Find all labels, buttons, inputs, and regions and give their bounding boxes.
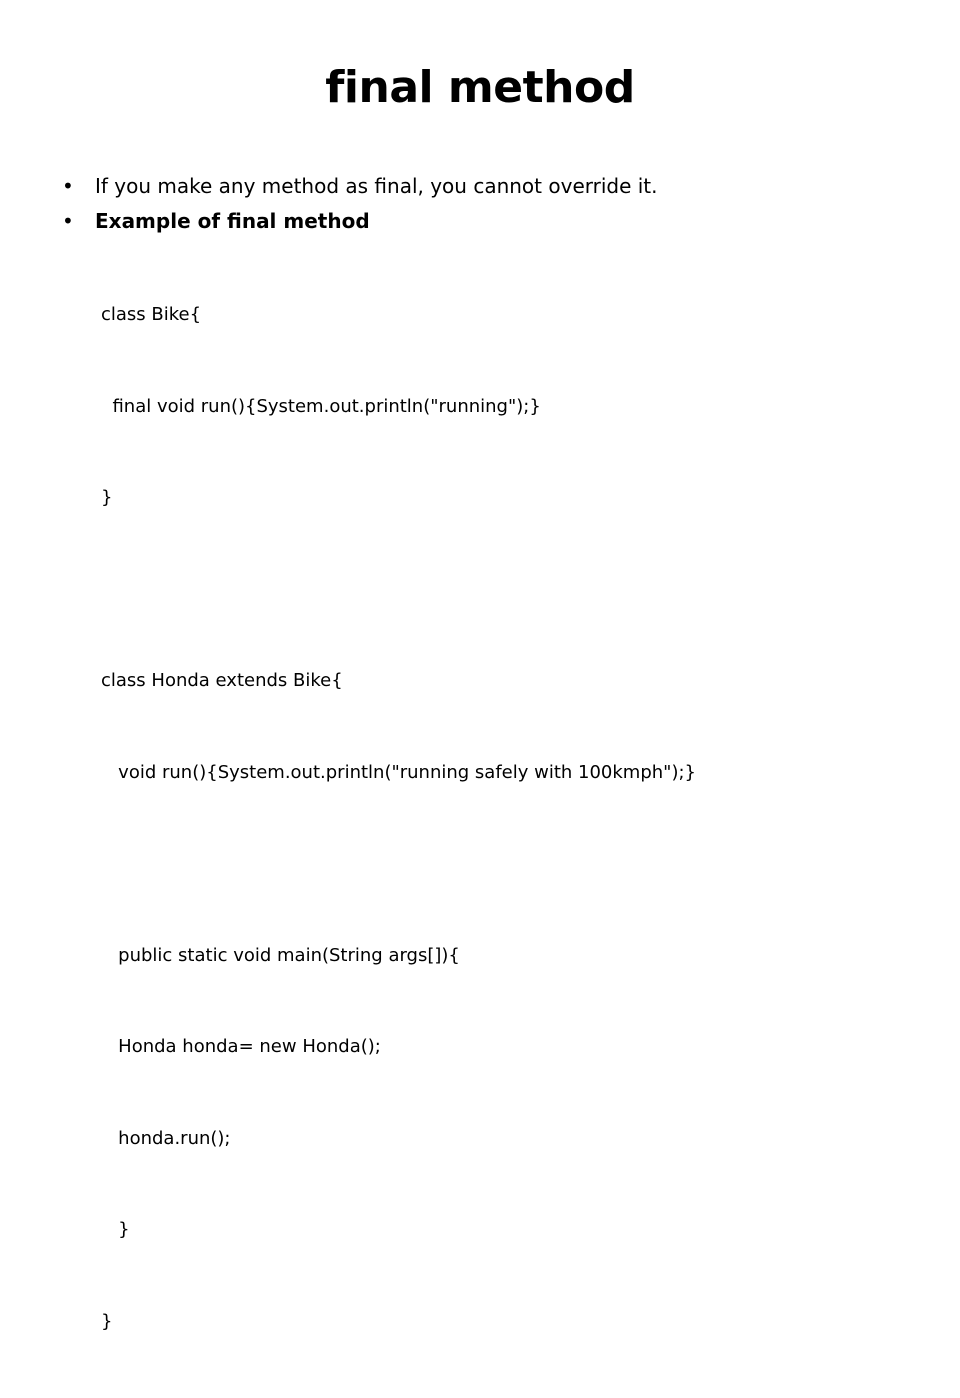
- code-line: public static void main(String args[]){: [101, 944, 460, 966]
- bullet-text-1: If you make any method as final, you cannot override it.: [95, 174, 658, 198]
- code-example: [101, 239, 696, 1398]
- code-line: }: [101, 1219, 130, 1240]
- bullet-text-2: Example of final method: [95, 209, 370, 233]
- code-line: [101, 575, 696, 606]
- code-line: final void run(){System.out.println("running");}: [101, 395, 541, 417]
- code-line: void run(){System.out.println("running safely with 100kmph");}: [101, 761, 696, 783]
- bullet-dot-icon: •: [62, 209, 74, 233]
- code-line: class Honda extends Bike{: [101, 670, 343, 691]
- code-line: class Bike{: [101, 304, 202, 325]
- code-line: }: [101, 1310, 113, 1332]
- slide-title: final method: [325, 62, 635, 113]
- code-line: }: [101, 487, 113, 508]
- bullet-dot-icon: •: [62, 174, 74, 198]
- code-line: Honda honda= new Honda();: [101, 1036, 381, 1057]
- code-line: honda.run();: [101, 1127, 231, 1149]
- code-line: [101, 849, 696, 880]
